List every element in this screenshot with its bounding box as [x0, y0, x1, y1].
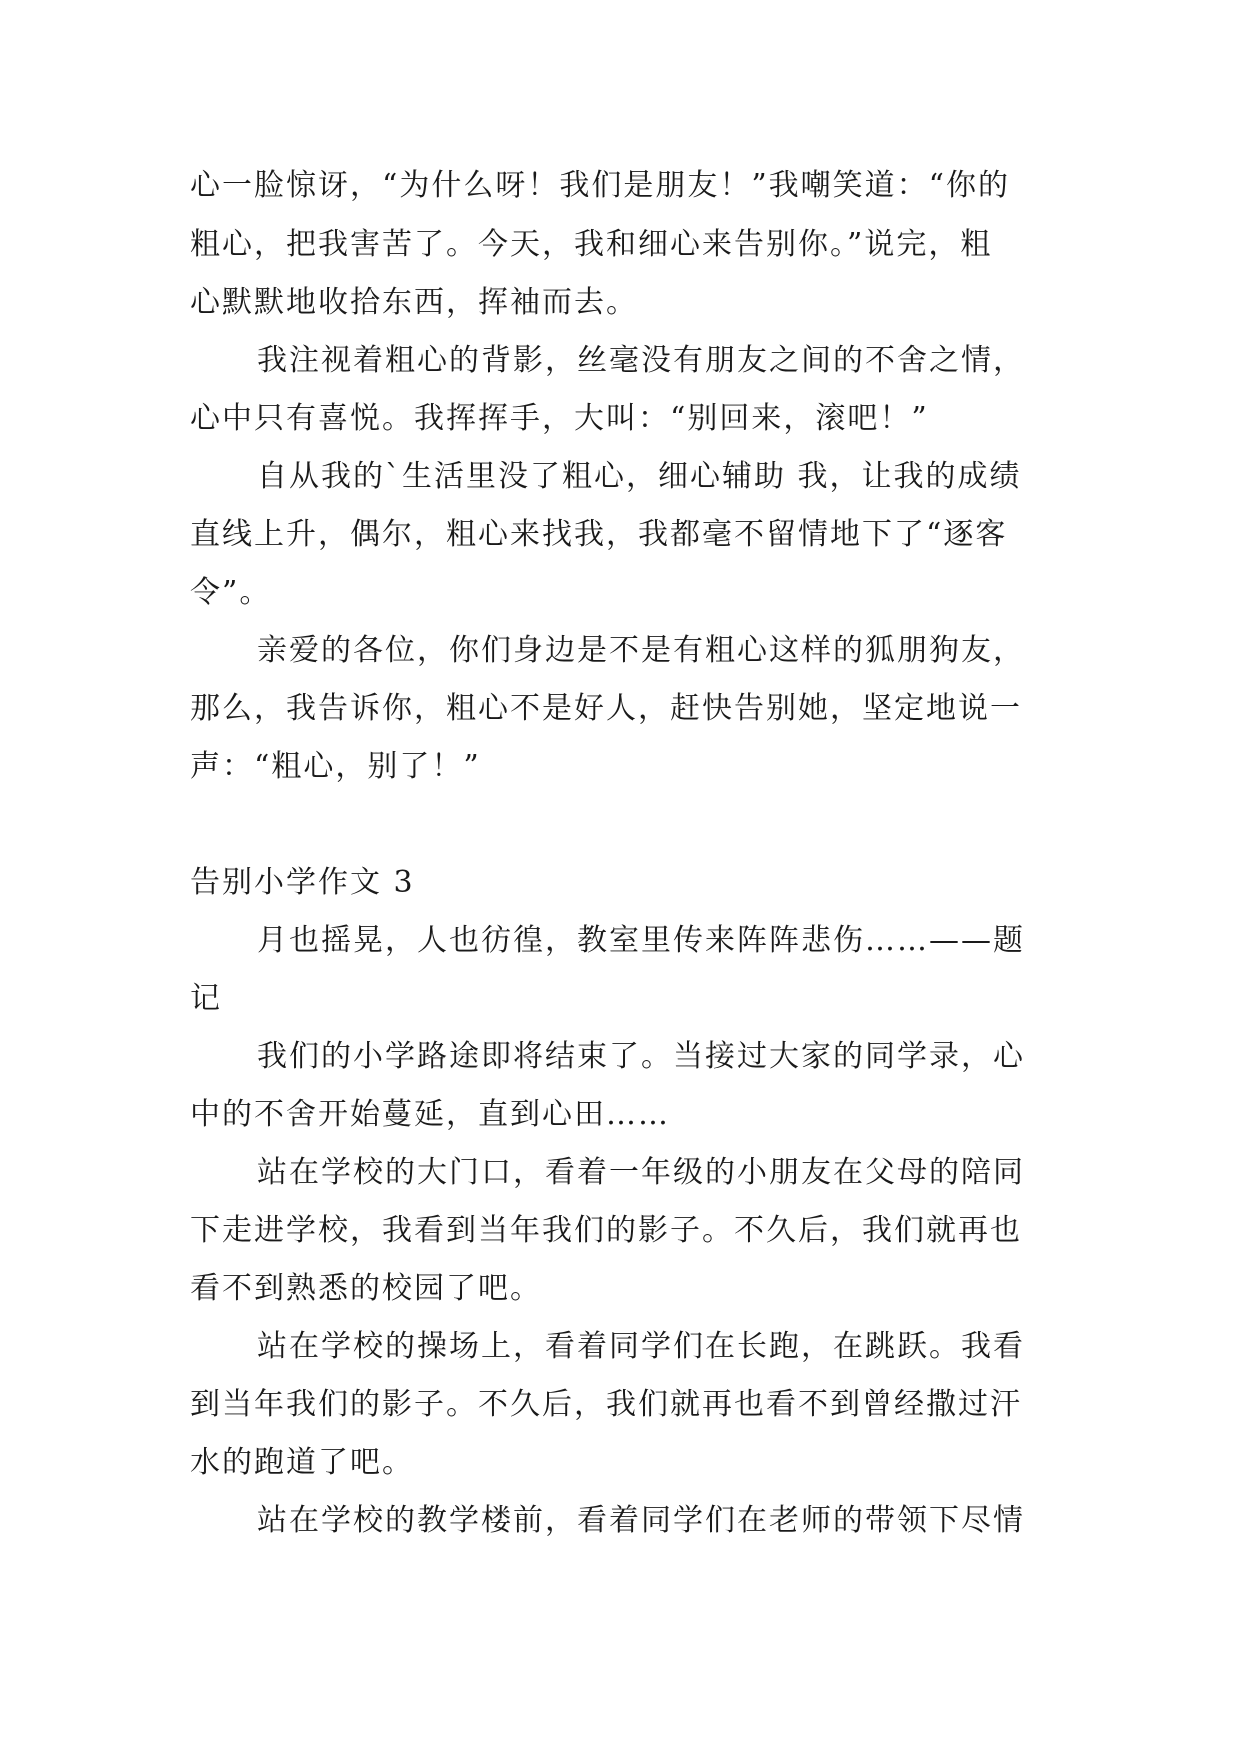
text-line: 令”。	[190, 575, 272, 610]
text-line: 声：“粗心，别了！”	[190, 749, 481, 784]
text-line: 粗心，把我害苦了。今天，我和细心来告别你。”说完，粗	[190, 227, 993, 262]
text-line: 看不到熟悉的校园了吧。	[190, 1271, 542, 1306]
section-heading: 告别小学作文 3	[190, 865, 415, 900]
text-line: 亲爱的各位，你们身边是不是有粗心这样的狐朋狗友，	[257, 633, 1025, 668]
text-line: 下走进学校，我看到当年我们的影子。不久后，我们就再也	[190, 1213, 1022, 1248]
text-line: 自从我的`生活里没了粗心，细心辅助 我，让我的成绩	[257, 459, 1022, 494]
text-line: 心中只有喜悦。我挥挥手，大叫：“别回来，滚吧！”	[190, 401, 929, 436]
text-line: 中的不舍开始蔓延，直到心田……	[190, 1097, 670, 1132]
text-line: 直线上升，偶尔，粗心来找我，我都毫不留情地下了“逐客	[190, 517, 1008, 552]
text-line: 心一脸惊讶，“为什么呀！我们是朋友！”我嘲笑道：“你的	[190, 168, 1011, 203]
text-line: 月也摇晃，人也彷徨，教室里传来阵阵悲伤……——题	[257, 923, 1025, 958]
text-line: 我们的小学路途即将结束了。当接过大家的同学录，心	[257, 1039, 1025, 1074]
text-line: 站在学校的操场上，看着同学们在长跑，在跳跃。我看	[257, 1329, 1025, 1364]
text-line: 那么，我告诉你，粗心不是好人，赶快告别她，坚定地说一	[190, 691, 1022, 726]
text-line: 心默默地收拾东西，挥袖而去。	[190, 285, 638, 320]
text-line: 到当年我们的影子。不久后，我们就再也看不到曾经撒过汗	[190, 1387, 1022, 1422]
text-line: 站在学校的大门口，看着一年级的小朋友在父母的陪同	[257, 1155, 1025, 1190]
text-line: 站在学校的教学楼前，看着同学们在老师的带领下尽情	[257, 1503, 1025, 1538]
text-line: 记	[190, 981, 222, 1016]
text-line: 水的跑道了吧。	[190, 1445, 414, 1480]
text-line: 我注视着粗心的背影，丝毫没有朋友之间的不舍之情，	[257, 343, 1025, 378]
